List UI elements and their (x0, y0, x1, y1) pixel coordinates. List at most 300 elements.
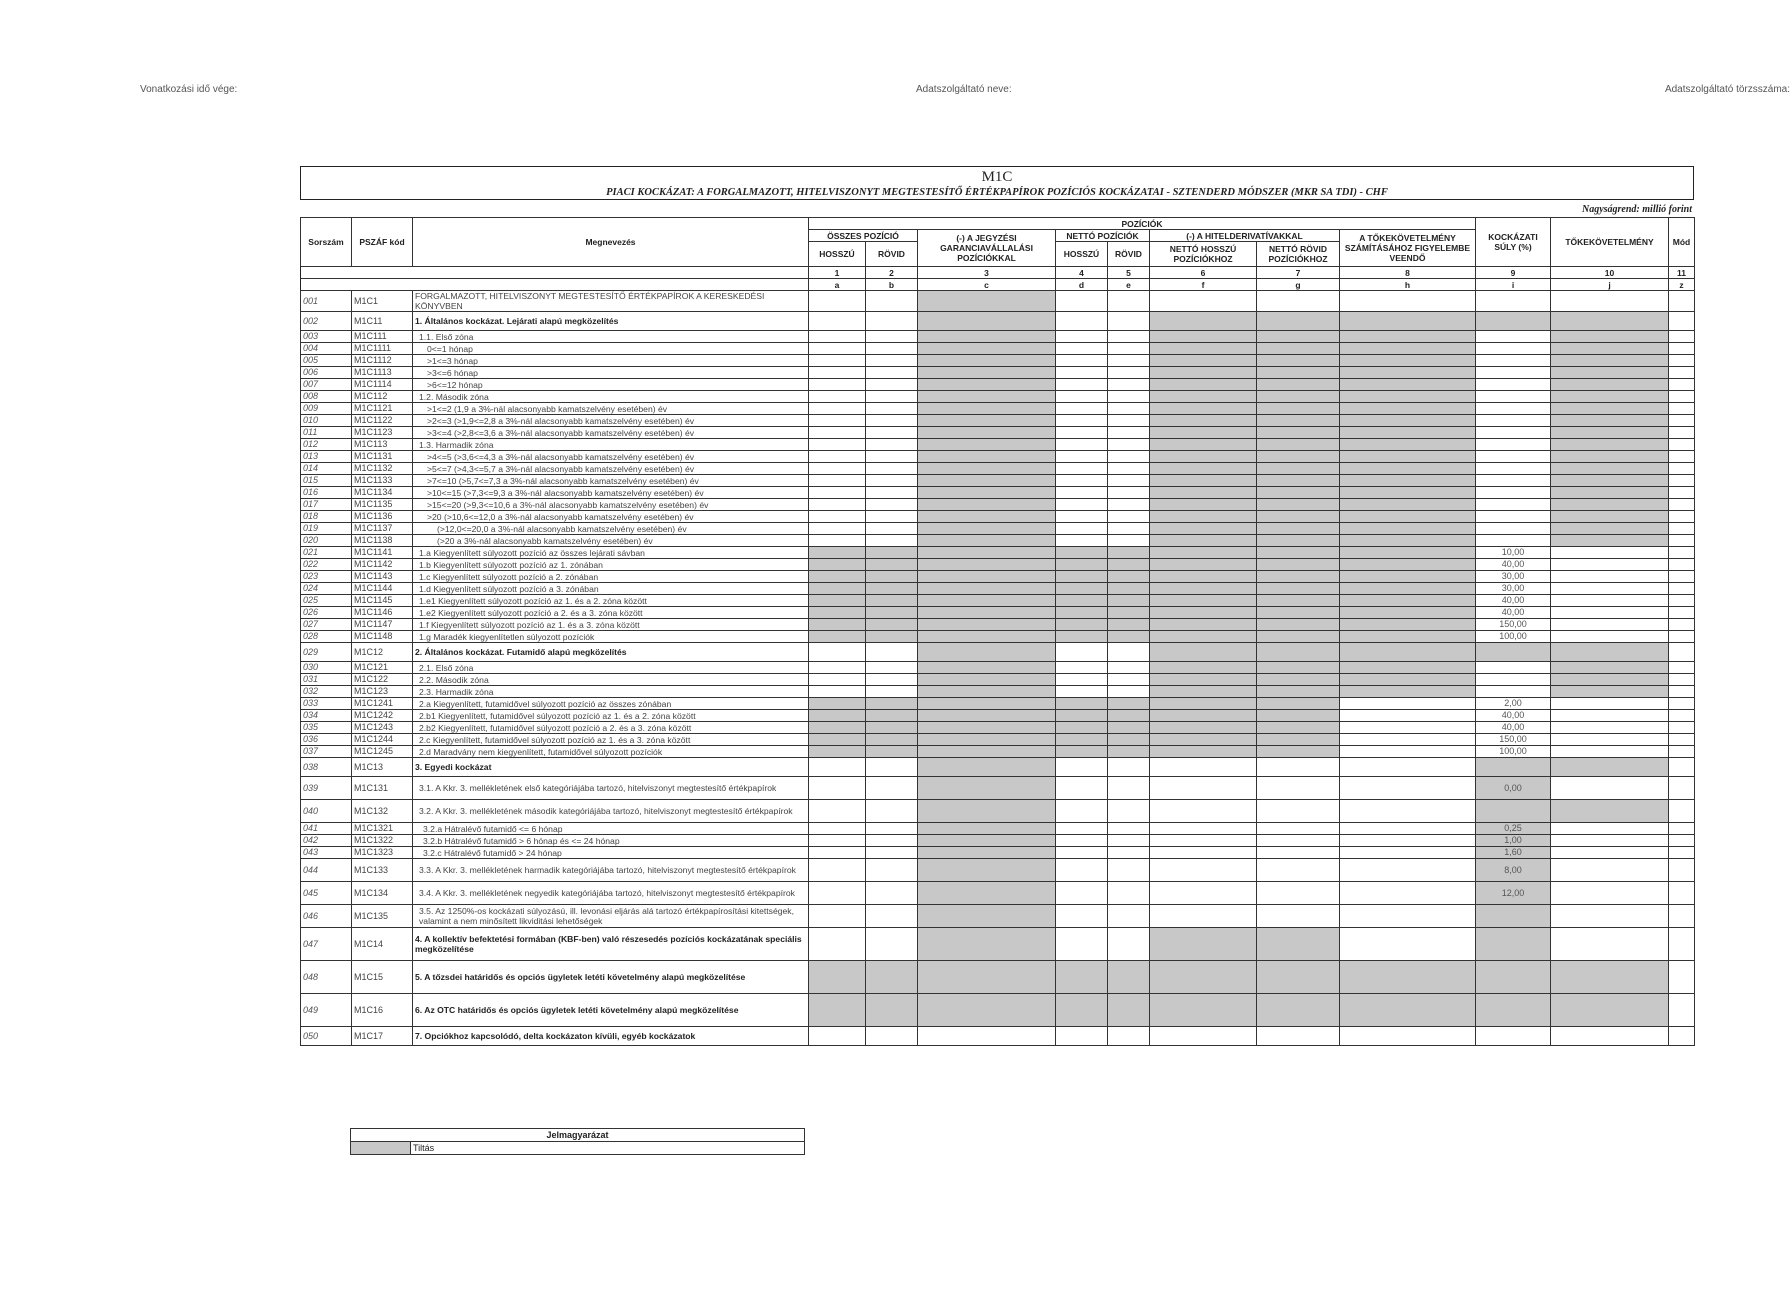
input-cell[interactable] (1257, 291, 1340, 312)
input-cell[interactable] (1056, 1027, 1108, 1046)
input-cell[interactable] (1669, 475, 1695, 487)
input-cell[interactable] (1056, 511, 1108, 523)
input-cell[interactable] (1476, 403, 1551, 415)
input-cell[interactable] (866, 523, 918, 535)
input-cell[interactable] (1476, 523, 1551, 535)
input-cell[interactable] (1150, 905, 1257, 928)
input-cell[interactable] (1056, 291, 1108, 312)
input-cell[interactable] (1669, 439, 1695, 451)
input-cell[interactable] (1257, 882, 1340, 905)
input-cell[interactable] (1056, 379, 1108, 391)
input-cell[interactable] (1669, 571, 1695, 583)
input-cell[interactable] (1108, 662, 1150, 674)
input-cell[interactable] (1056, 312, 1108, 331)
input-cell[interactable] (1056, 859, 1108, 882)
input-cell[interactable] (1108, 823, 1150, 835)
risk-weight-value: 40,00 (1476, 595, 1551, 607)
input-cell[interactable] (1476, 451, 1551, 463)
input-cell[interactable] (809, 662, 866, 674)
input-cell[interactable] (809, 391, 866, 403)
input-cell[interactable] (1551, 777, 1669, 800)
input-cell[interactable] (1669, 777, 1695, 800)
disabled-cell (809, 961, 866, 994)
input-cell[interactable] (1340, 800, 1476, 823)
input-cell[interactable] (1340, 777, 1476, 800)
input-cell[interactable] (1551, 847, 1669, 859)
input-cell[interactable] (866, 312, 918, 331)
input-cell[interactable] (1257, 847, 1340, 859)
input-cell[interactable] (1669, 367, 1695, 379)
disabled-cell (1340, 475, 1476, 487)
input-cell[interactable] (1340, 1027, 1476, 1046)
input-cell[interactable] (1476, 367, 1551, 379)
input-cell[interactable] (1669, 607, 1695, 619)
input-cell[interactable] (1056, 905, 1108, 928)
input-cell[interactable] (1669, 291, 1695, 312)
input-cell[interactable] (1669, 800, 1695, 823)
input-cell[interactable] (809, 367, 866, 379)
input-cell[interactable] (1340, 734, 1476, 746)
table-row (301, 847, 1695, 859)
input-cell[interactable] (866, 674, 918, 686)
input-cell[interactable] (1669, 343, 1695, 355)
input-cell[interactable] (809, 1027, 866, 1046)
input-cell[interactable] (1669, 619, 1695, 631)
input-cell[interactable] (1257, 905, 1340, 928)
input-cell[interactable] (1150, 835, 1257, 847)
input-cell[interactable] (1551, 607, 1669, 619)
input-cell[interactable] (866, 1027, 918, 1046)
input-cell[interactable] (1056, 439, 1108, 451)
input-cell[interactable] (1056, 523, 1108, 535)
input-cell[interactable] (809, 823, 866, 835)
input-cell[interactable] (1669, 547, 1695, 559)
input-cell[interactable] (809, 343, 866, 355)
input-cell[interactable] (809, 355, 866, 367)
input-cell[interactable] (866, 859, 918, 882)
input-cell[interactable] (1056, 882, 1108, 905)
input-cell[interactable] (1150, 1027, 1257, 1046)
input-cell[interactable] (1108, 379, 1150, 391)
input-cell[interactable] (1476, 331, 1551, 343)
input-cell[interactable] (1056, 835, 1108, 847)
input-cell[interactable] (1669, 847, 1695, 859)
input-cell[interactable] (1669, 379, 1695, 391)
input-cell[interactable] (1669, 686, 1695, 698)
input-cell[interactable] (1669, 882, 1695, 905)
input-cell[interactable] (809, 415, 866, 427)
input-cell[interactable] (1669, 535, 1695, 547)
input-cell[interactable] (1551, 291, 1669, 312)
row-code: M1C1121 (352, 403, 413, 415)
input-cell[interactable] (1056, 535, 1108, 547)
input-cell[interactable] (1257, 859, 1340, 882)
input-cell[interactable] (1669, 427, 1695, 439)
input-cell[interactable] (1669, 391, 1695, 403)
input-cell[interactable] (1108, 643, 1150, 662)
row-code: M1C1114 (352, 379, 413, 391)
input-cell[interactable] (1108, 463, 1150, 475)
input-cell[interactable] (1108, 859, 1150, 882)
input-cell[interactable] (1150, 823, 1257, 835)
input-cell[interactable] (809, 499, 866, 511)
input-cell[interactable] (809, 800, 866, 823)
input-cell[interactable] (1551, 619, 1669, 631)
input-cell[interactable] (866, 391, 918, 403)
input-cell[interactable] (1669, 734, 1695, 746)
input-cell[interactable] (1108, 847, 1150, 859)
input-cell[interactable] (1476, 379, 1551, 391)
input-cell[interactable] (1669, 746, 1695, 758)
input-cell[interactable] (1108, 499, 1150, 511)
input-cell[interactable] (1476, 343, 1551, 355)
input-cell[interactable] (1669, 710, 1695, 722)
disabled-cell (1257, 463, 1340, 475)
input-cell[interactable] (1551, 928, 1669, 961)
col-number: 11 (1669, 267, 1695, 279)
input-cell[interactable] (1108, 800, 1150, 823)
disabled-cell (918, 859, 1056, 882)
input-cell[interactable] (1551, 722, 1669, 734)
input-cell[interactable] (1669, 662, 1695, 674)
input-cell[interactable] (1476, 475, 1551, 487)
input-cell[interactable] (809, 439, 866, 451)
input-cell[interactable] (1476, 355, 1551, 367)
input-cell[interactable] (1108, 415, 1150, 427)
input-cell[interactable] (866, 487, 918, 499)
input-cell[interactable] (809, 905, 866, 928)
input-cell[interactable] (1340, 928, 1476, 961)
input-cell[interactable] (809, 379, 866, 391)
input-cell[interactable] (809, 643, 866, 662)
input-cell[interactable] (1476, 427, 1551, 439)
input-cell[interactable] (866, 847, 918, 859)
input-cell[interactable] (1669, 403, 1695, 415)
input-cell[interactable] (1108, 451, 1150, 463)
input-cell[interactable] (1108, 905, 1150, 928)
input-cell[interactable] (1340, 859, 1476, 882)
input-cell[interactable] (1476, 291, 1551, 312)
input-cell[interactable] (1551, 746, 1669, 758)
input-cell[interactable] (809, 859, 866, 882)
input-cell[interactable] (1257, 800, 1340, 823)
input-cell[interactable] (1056, 777, 1108, 800)
input-cell[interactable] (809, 847, 866, 859)
input-cell[interactable] (1108, 758, 1150, 777)
input-cell[interactable] (1108, 475, 1150, 487)
input-cell[interactable] (1669, 511, 1695, 523)
input-cell[interactable] (1150, 291, 1257, 312)
input-cell[interactable] (1551, 698, 1669, 710)
input-cell[interactable] (1108, 835, 1150, 847)
input-cell[interactable] (809, 758, 866, 777)
input-cell[interactable] (1108, 882, 1150, 905)
input-cell[interactable] (1551, 631, 1669, 643)
input-cell[interactable] (1108, 777, 1150, 800)
input-cell[interactable] (866, 367, 918, 379)
input-cell[interactable] (1056, 487, 1108, 499)
input-cell[interactable] (866, 451, 918, 463)
input-cell[interactable] (866, 403, 918, 415)
input-cell[interactable] (809, 331, 866, 343)
input-cell[interactable] (809, 291, 866, 312)
input-cell[interactable] (1551, 823, 1669, 835)
input-cell[interactable] (1669, 722, 1695, 734)
disabled-cell (1551, 355, 1669, 367)
input-cell[interactable] (1108, 674, 1150, 686)
input-cell[interactable] (866, 415, 918, 427)
input-cell[interactable] (1056, 758, 1108, 777)
input-cell[interactable] (866, 343, 918, 355)
input-cell[interactable] (1551, 734, 1669, 746)
disabled-cell (1108, 994, 1150, 1027)
input-cell[interactable] (1476, 439, 1551, 451)
input-cell[interactable] (1108, 367, 1150, 379)
input-cell[interactable] (1669, 415, 1695, 427)
disabled-cell (1340, 403, 1476, 415)
input-cell[interactable] (1056, 451, 1108, 463)
input-cell[interactable] (1340, 698, 1476, 710)
input-cell[interactable] (866, 291, 918, 312)
input-cell[interactable] (866, 439, 918, 451)
input-cell[interactable] (1551, 835, 1669, 847)
input-cell[interactable] (1551, 559, 1669, 571)
input-cell[interactable] (1108, 291, 1150, 312)
input-cell[interactable] (809, 928, 866, 961)
input-cell[interactable] (866, 427, 918, 439)
input-cell[interactable] (1108, 928, 1150, 961)
input-cell[interactable] (1551, 859, 1669, 882)
input-cell[interactable] (1108, 355, 1150, 367)
input-cell[interactable] (866, 511, 918, 523)
input-cell[interactable] (809, 451, 866, 463)
input-cell[interactable] (866, 331, 918, 343)
input-cell[interactable] (1257, 777, 1340, 800)
input-cell[interactable] (1669, 698, 1695, 710)
input-cell[interactable] (809, 835, 866, 847)
input-cell[interactable] (1669, 758, 1695, 777)
input-cell[interactable] (866, 535, 918, 547)
input-cell[interactable] (1150, 882, 1257, 905)
disabled-cell (1551, 523, 1669, 535)
input-cell[interactable] (809, 475, 866, 487)
input-cell[interactable] (1056, 355, 1108, 367)
disabled-cell (1476, 928, 1551, 961)
input-cell[interactable] (866, 823, 918, 835)
input-cell[interactable] (1056, 800, 1108, 823)
input-cell[interactable] (809, 427, 866, 439)
input-cell[interactable] (1476, 415, 1551, 427)
input-cell[interactable] (866, 928, 918, 961)
input-cell[interactable] (1056, 823, 1108, 835)
input-cell[interactable] (1150, 847, 1257, 859)
input-cell[interactable] (809, 403, 866, 415)
input-cell[interactable] (1551, 547, 1669, 559)
input-cell[interactable] (1669, 905, 1695, 928)
input-cell[interactable] (1669, 355, 1695, 367)
input-cell[interactable] (1056, 367, 1108, 379)
input-cell[interactable] (1340, 835, 1476, 847)
input-cell[interactable] (1056, 475, 1108, 487)
input-cell[interactable] (809, 511, 866, 523)
input-cell[interactable] (1056, 662, 1108, 674)
input-cell[interactable] (866, 777, 918, 800)
input-cell[interactable] (1150, 859, 1257, 882)
input-cell[interactable] (1108, 686, 1150, 698)
input-cell[interactable] (1669, 312, 1695, 331)
input-cell[interactable] (1340, 847, 1476, 859)
input-cell[interactable] (1476, 535, 1551, 547)
input-cell[interactable] (1669, 331, 1695, 343)
input-cell[interactable] (866, 800, 918, 823)
input-cell[interactable] (1056, 928, 1108, 961)
row-number: 048 (301, 961, 352, 994)
input-cell[interactable] (809, 535, 866, 547)
input-cell[interactable] (1669, 643, 1695, 662)
input-cell[interactable] (1056, 403, 1108, 415)
input-cell[interactable] (1108, 331, 1150, 343)
input-cell[interactable] (1551, 571, 1669, 583)
table-row (301, 499, 1695, 511)
input-cell[interactable] (1476, 463, 1551, 475)
input-cell[interactable] (1669, 487, 1695, 499)
input-cell[interactable] (1108, 343, 1150, 355)
input-cell[interactable] (1551, 583, 1669, 595)
col-letter: f (1150, 279, 1257, 291)
input-cell[interactable] (1551, 595, 1669, 607)
input-cell[interactable] (809, 686, 866, 698)
input-cell[interactable] (866, 905, 918, 928)
input-cell[interactable] (1340, 905, 1476, 928)
input-cell[interactable] (1108, 439, 1150, 451)
input-cell[interactable] (1108, 487, 1150, 499)
input-cell[interactable] (1669, 451, 1695, 463)
input-cell[interactable] (866, 758, 918, 777)
input-cell[interactable] (1056, 674, 1108, 686)
input-cell[interactable] (866, 379, 918, 391)
input-cell[interactable] (1551, 1027, 1669, 1046)
input-cell[interactable] (1056, 499, 1108, 511)
legend-swatch (351, 1142, 411, 1155)
table-row (301, 379, 1695, 391)
input-cell[interactable] (1669, 674, 1695, 686)
row-name: 1.a Kiegyenlített súlyozott pozíció az összes lejárati sávban (413, 547, 809, 559)
input-cell[interactable] (1340, 710, 1476, 722)
input-cell[interactable] (1257, 1027, 1340, 1046)
input-cell[interactable] (1476, 487, 1551, 499)
input-cell[interactable] (1669, 583, 1695, 595)
input-cell[interactable] (1340, 291, 1476, 312)
input-cell[interactable] (866, 835, 918, 847)
input-cell[interactable] (1669, 559, 1695, 571)
input-cell[interactable] (1340, 746, 1476, 758)
input-cell[interactable] (866, 882, 918, 905)
input-cell[interactable] (1551, 710, 1669, 722)
table-row (301, 451, 1695, 463)
input-cell[interactable] (1257, 758, 1340, 777)
input-cell[interactable] (1257, 835, 1340, 847)
input-cell[interactable] (1108, 312, 1150, 331)
input-cell[interactable] (1150, 800, 1257, 823)
input-cell[interactable] (1669, 823, 1695, 835)
input-cell[interactable] (1150, 758, 1257, 777)
input-cell[interactable] (866, 643, 918, 662)
risk-weight-value: 1,60 (1476, 847, 1551, 859)
input-cell[interactable] (1056, 331, 1108, 343)
input-cell[interactable] (1669, 928, 1695, 961)
input-cell[interactable] (1669, 961, 1695, 994)
input-cell[interactable] (1669, 595, 1695, 607)
input-cell[interactable] (1669, 523, 1695, 535)
input-cell[interactable] (1108, 523, 1150, 535)
input-cell[interactable] (1669, 499, 1695, 511)
input-cell[interactable] (809, 523, 866, 535)
input-cell[interactable] (1340, 823, 1476, 835)
input-cell[interactable] (1056, 847, 1108, 859)
input-cell[interactable] (1476, 1027, 1551, 1046)
input-cell[interactable] (1669, 631, 1695, 643)
input-cell[interactable] (1056, 463, 1108, 475)
input-cell[interactable] (1669, 994, 1695, 1027)
input-cell[interactable] (866, 355, 918, 367)
input-cell[interactable] (918, 1027, 1056, 1046)
input-cell[interactable] (866, 499, 918, 511)
input-cell[interactable] (1476, 686, 1551, 698)
input-cell[interactable] (1340, 882, 1476, 905)
input-cell[interactable] (1108, 403, 1150, 415)
input-cell[interactable] (1669, 463, 1695, 475)
input-cell[interactable] (1150, 777, 1257, 800)
input-cell[interactable] (1056, 343, 1108, 355)
input-cell[interactable] (1257, 823, 1340, 835)
input-cell[interactable] (1108, 511, 1150, 523)
input-cell[interactable] (1476, 511, 1551, 523)
row-name: >10<=15 (>7,3<=9,3 a 3%-nál alacsonyabb kamatszelvény esetében) év (413, 487, 809, 499)
input-cell[interactable] (1669, 835, 1695, 847)
input-cell[interactable] (1340, 758, 1476, 777)
input-cell[interactable] (1340, 722, 1476, 734)
input-cell[interactable] (1108, 535, 1150, 547)
input-cell[interactable] (1056, 415, 1108, 427)
input-cell[interactable] (1476, 662, 1551, 674)
input-cell[interactable] (866, 475, 918, 487)
input-cell[interactable] (1108, 391, 1150, 403)
input-cell[interactable] (1669, 859, 1695, 882)
input-cell[interactable] (1476, 674, 1551, 686)
input-cell[interactable] (1056, 391, 1108, 403)
input-cell[interactable] (1551, 905, 1669, 928)
input-cell[interactable] (1551, 882, 1669, 905)
input-cell[interactable] (866, 686, 918, 698)
input-cell[interactable] (809, 777, 866, 800)
input-cell[interactable] (809, 674, 866, 686)
input-cell[interactable] (866, 662, 918, 674)
input-cell[interactable] (1056, 686, 1108, 698)
input-cell[interactable] (809, 487, 866, 499)
input-cell[interactable] (809, 463, 866, 475)
input-cell[interactable] (1476, 499, 1551, 511)
input-cell[interactable] (1108, 1027, 1150, 1046)
input-cell[interactable] (866, 463, 918, 475)
input-cell[interactable] (1108, 427, 1150, 439)
input-cell[interactable] (1056, 643, 1108, 662)
input-cell[interactable] (1056, 427, 1108, 439)
input-cell[interactable] (809, 882, 866, 905)
input-cell[interactable] (1669, 1027, 1695, 1046)
disabled-cell (1150, 547, 1257, 559)
input-cell[interactable] (1476, 391, 1551, 403)
input-cell[interactable] (809, 312, 866, 331)
